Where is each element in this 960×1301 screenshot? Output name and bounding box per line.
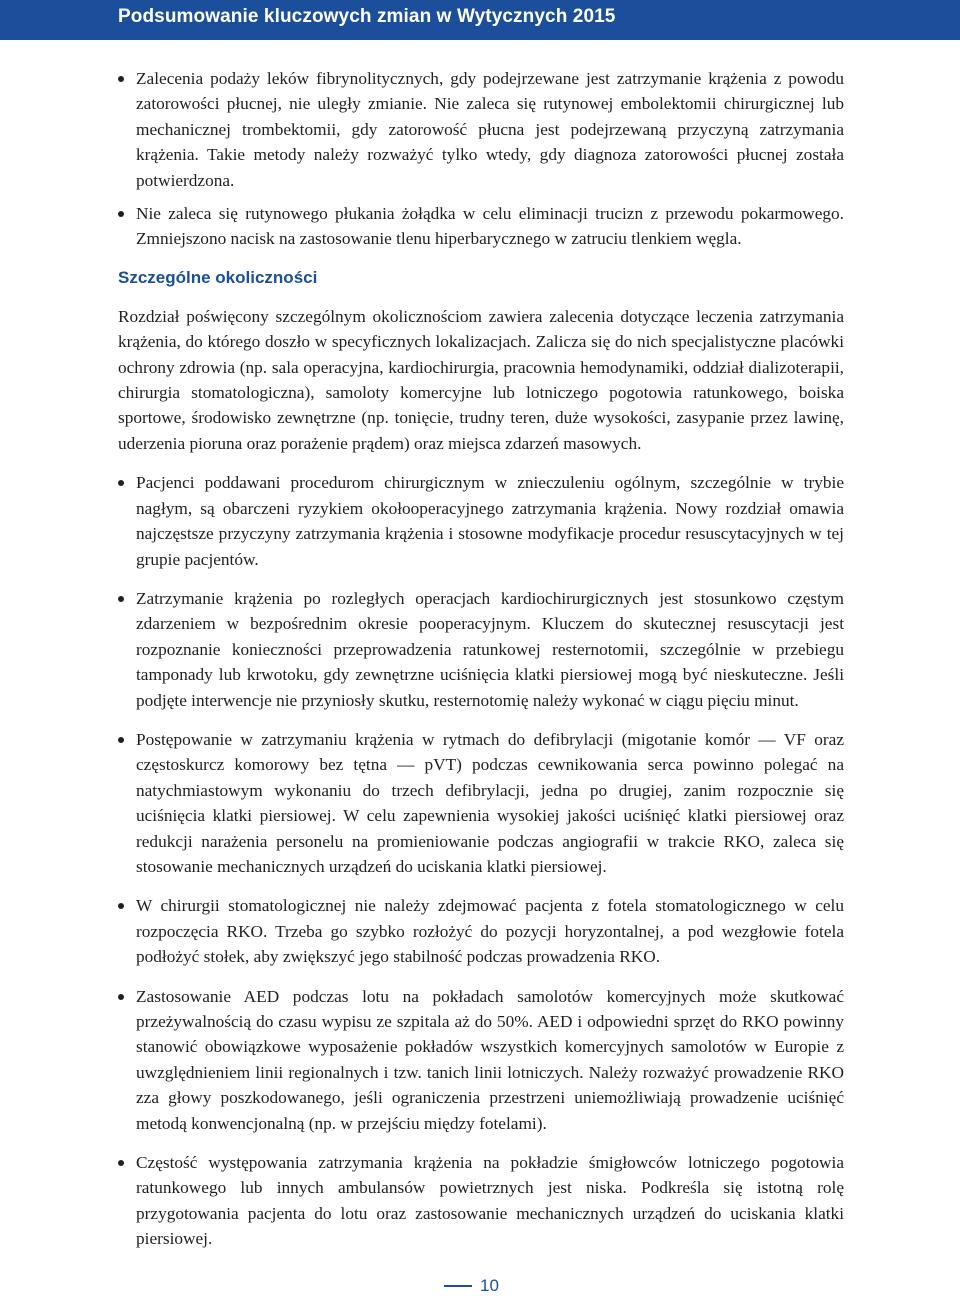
page-header-title: Podsumowanie kluczowych zmian w Wytycznych 2015 <box>118 6 616 27</box>
section-bullet-list <box>118 470 844 1251</box>
list-item <box>118 586 844 713</box>
footer-rule <box>444 1285 472 1287</box>
bullet-icon <box>118 903 124 909</box>
main-content <box>118 66 844 1252</box>
bullet-text: Zalecenia podaży leków fibrynolitycznych, gdy podejrzewane jest zatrzymanie krążenia z powodu zatorowości płucnej, nie uległy zmianie. Nie zaleca się rutynowej embolektomii chirurgicznej lub mechanicznej trombektomii, gdy zatorowość płucna jest podejrzewaną przyczyną zatrzymania krążenia. Takie metody należy rozważyć tylko wtedy, gdy diagnoza zatorowości płucnej została potwierdzona. <box>136 69 844 190</box>
bullet-icon <box>118 76 124 82</box>
bullet-text: Częstość występowania zatrzymania krążenia na pokładzie śmigłowców lotniczego pogotowia ratunkowego lub innych ambulansów powietrznych jest niska. Podkreśla się istotną rolę przygotowania pacjenta do lotu oraz zastosowanie mechanicznych urządzeń do uciskania klatki piersiowej. <box>136 1153 844 1249</box>
bullet-icon <box>118 994 124 1000</box>
list-item <box>118 66 844 193</box>
page-number: 10 <box>480 1276 499 1295</box>
bullet-icon <box>118 480 124 486</box>
section-intro-paragraph: Rozdział poświęcony szczególnym okolicznościom zawiera zalecenia dotyczące leczenia zatrzymania krążenia, do którego doszło w specyficznych lokalizacjach. Zalicza się do nich specjalistyczne placówki ochrony zdrowia (np. sala operacyjna, kardiochirurgia, pracownia hemodynamiki, oddział dializoterapii, chirurgia stomatologiczna), samoloty komercyjne lub lotniczego pogotowia ratunkowego, boiska sportowe, środowisko zewnętrzne (np. tonięcie, trudny teren, duże wysokości, zasypanie przez lawinę, uderzenia pioruna oraz porażenie prądem) oraz miejsca zdarzeń masowych. <box>118 306 844 453</box>
intro-bullet-list <box>118 66 844 252</box>
list-item <box>118 470 844 572</box>
bullet-icon <box>118 596 124 602</box>
list-item <box>118 984 844 1136</box>
bullet-text: Zatrzymanie krążenia po rozległych operacjach kardiochirurgicznych jest stosunkowo częstym zdarzeniem w bezpośrednim okresie pooperacyjnym. Kluczem do skutecznej resuscytacji jest rozpoznanie konieczności przeprowadzenia ratunkowej resternotomii, szczególnie w przebiegu tamponady lub krwotoku, gdy zewnętrzne uciśnięcia klatki piersiowej mogą być nieskuteczne. Jeśli podjęte interwencje nie przyniosły skutku, resternotomię należy wykonać w ciągu pięciu minut. <box>136 588 844 710</box>
bullet-icon <box>118 211 124 217</box>
page-footer <box>444 1276 499 1296</box>
list-item <box>118 727 844 879</box>
list-item <box>118 201 844 252</box>
bullet-icon <box>118 1160 124 1166</box>
bullet-text: Nie zaleca się rutynowego płukania żołądka w celu eliminacji trucizn z przewodu pokarmowego. Zmniejszono nacisk na zastosowanie tlenu hiperbarycznego w zatruciu tlenkiem węgla. <box>136 204 844 249</box>
header-bar <box>0 0 960 40</box>
bullet-text: W chirurgii stomatologicznej nie należy zdejmować pacjenta z fotela stomatologicznego w celu rozpoczęcia RKO. Trzeba go szybko rozłożyć do pozycji horyzontalnej, a pod wezgłowie fotela podłożyć stołek, aby zwiększyć jego stabilność podczas prowadzenia RKO. <box>136 896 844 967</box>
bullet-text: Zastosowanie AED podczas lotu na pokładach samolotów komercyjnych może skutkować przeżywalnością do czasu wypisu ze szpitala aż do 50%. AED i odpowiedni sprzęt do RKO powinny stanowić obowiązkowe wyposażenie pokładów wszystkich komercyjnych samolotów w Europie z uwzględnieniem linii regionalnych i tzw. tanich linii lotniczych. Należy rozważyć prowadzenie RKO zza głowy poszkodowanego, jeśli ograniczenia przestrzeni uniemożliwiają prowadzenie uciśnięć metodą konwencjonalną (np. w przejściu między fotelami). <box>136 986 844 1133</box>
bullet-icon <box>118 737 124 743</box>
section-heading: Szczególne okoliczności <box>118 267 318 287</box>
bullet-text: Postępowanie w zatrzymaniu krążenia w rytmach do defibrylacji (migotanie komór — VF oraz częstoskurcz komorowy bez tętna — pVT) podczas cewnikowania serca powinno polegać na natychmiastowym wykonaniu do trzech defibrylacji, jedna po drugiej, zanim rozpocznie się uciśnięcia klatki piersiowej. W celu zapewnienia wysokiej jakości uciśnięć klatki piersiowej oraz redukcji narażenia personelu na promieniowanie podczas angiografii w trakcie RKO, zaleca się stosowanie mechanicznych urządzeń do uciskania klatki piersiowej. <box>136 729 844 876</box>
list-item <box>118 1150 844 1252</box>
list-item <box>118 893 844 969</box>
bullet-text: Pacjenci poddawani procedurom chirurgicznym w znieczuleniu ogólnym, szczególnie w trybie nagłym, są obarczeni ryzykiem okołooperacyjnego zatrzymania krążenia. Nowy rozdział omawia najczęstsze przyczyny zatrzymania krążenia i stosowne modyfikacje procedur resuscytacyjnych w tej grupie pacjentów. <box>136 473 844 569</box>
